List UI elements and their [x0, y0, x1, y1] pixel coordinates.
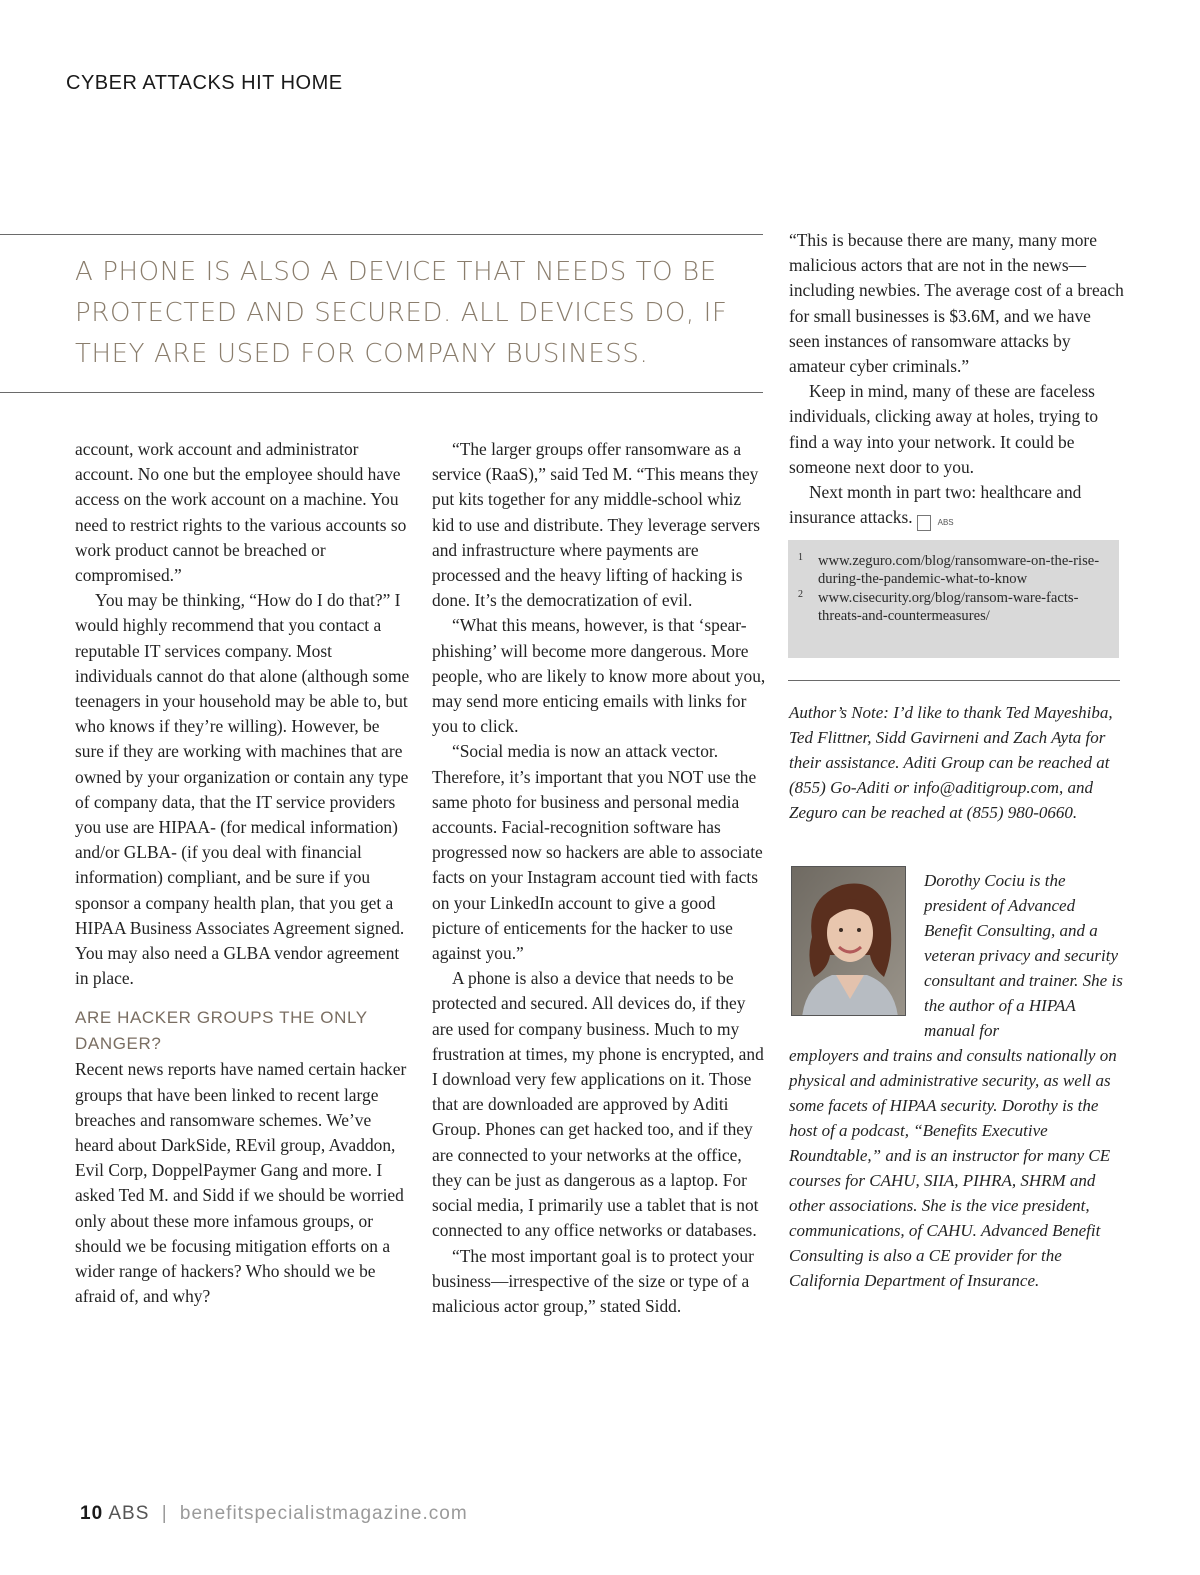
article-column-3 — [789, 228, 1124, 531]
footnote — [798, 589, 1105, 626]
footnotes-box — [788, 540, 1119, 658]
end-mark-icon: ABS — [917, 515, 931, 531]
paragraph: “What this means, however, is that ‘spear-phishing’ will become more dangerous. More people, who are likely to know more about you, may send more enticing emails with links for you to click. — [432, 615, 766, 737]
paragraph: You may be thinking, “How do I do that?” I would highly recommend that you contact a reputable IT services company. Most individuals cannot do that alone (although some teenagers in your household may be able to, but who knows if they’re willing). However, be sure if they are working with machines that are owned by your organization or contain any type of company data, that the IT service providers you use are HIPAA- (for medical information) and/or GLBA- (if you deal with financial information) compliant, and be sure if you sponsor a company health plan, that you get a HIPAA Business Associates Agreement signed. You may also need a GLBA vendor agreement in place. — [75, 590, 410, 989]
pull-quote: A PHONE IS ALSO A DEVICE THAT NEEDS TO BE PROTECTED AND SECURED. ALL DEVICES DO, IF THEY ARE USED FOR COMPANY BUSINESS. — [75, 257, 728, 369]
author-bio-continued: employers and trains and consults nationally on physical and administrative security, as well as some facets of HIPAA security. Dorothy is the host of a podcast, “Benefits Executive Roundtable,” and is an instructor for many CE courses for CAHU, SIIA, PIHRA, SHRM and other associations. She is the vice president, communications, of CAHU. Advanced Benefit Consulting is also a CE provider for the California Department of Insurance. — [789, 1046, 1117, 1290]
page-footer — [80, 1503, 468, 1525]
paragraph: “This is because there are many, many more malicious actors that are not in the news—including newbies. The average cost of a breach for small businesses is $3.6M, and we have seen instances of ransomware attacks by amateur cyber criminals.” — [789, 230, 1124, 377]
paragraph: Recent news reports have named certain hacker groups that have been linked to recent large breaches and ransomware schemes. We’ve heard about DarkSide, REvil group, Avaddon, Evil Corp, DoppelPaymer Gang and more. I asked Ted M. and Sidd if we should be worried only about these more infamous groups, or should we be focusing mitigation efforts on a wider range of hackers? Who should we be afraid of, and why? — [75, 1059, 407, 1307]
paragraph: account, work account and administrator account. No one but the employee should have access on the work account on a machine. You need to restrict rights to the various accounts so work product cannot be breached or compromised.” — [75, 439, 407, 586]
paragraph: “Social media is now an attack vector. Therefore, it’s important that you NOT use the same photo for business and personal media accounts. Facial-recognition software has progressed now so hackers are able to associate facts on your Instagram account tied with facts on your LinkedIn account to give a good picture of enticements for the hacker to use against you.” — [432, 741, 763, 964]
pull-quote-bottom-rule — [0, 392, 763, 393]
footnote-number: 1 — [798, 552, 803, 563]
footnote-link[interactable]: www.cisecurity.org/blog/ransom-ware-facts-threats-and-countermeasures/ — [818, 589, 1079, 625]
authors-note: Author’s Note: I’d like to thank Ted Mayeshiba, Ted Flittner, Sidd Gavirneni and Zach Ayta for their assistance. Aditi Group can be reached at (855) Go-Aditi or info@aditigroup.com, and Zeguro can be reached at (855) 980-0660. — [789, 703, 1113, 822]
paragraph: Keep in mind, many of these are faceless individuals, clicking away at holes, trying to find a way into your network. It could be someone next door to you. — [789, 381, 1099, 477]
authors-note-rule — [788, 680, 1120, 681]
author-photo — [791, 866, 906, 1016]
website-link[interactable]: benefitspecialistmagazine.com — [179, 1503, 468, 1524]
footnote-link[interactable]: www.zeguro.com/blog/ransomware-on-the-rise-during-the-pandemic-what-to-know — [818, 553, 1100, 588]
footnote — [798, 552, 1105, 589]
section-title: CYBER ATTACKS HIT HOME — [66, 72, 343, 94]
subheading: ARE HACKER GROUPS THE ONLY DANGER? — [75, 1008, 368, 1054]
footer-separator: | — [161, 1503, 168, 1524]
closing-text: Next month in part two: healthcare and insurance attacks. — [789, 482, 1082, 528]
author-portrait-icon — [792, 867, 906, 1016]
author-bio: Dorothy Cociu is the president of Advanced Benefit Consulting, and a veteran privacy and security consultant and trainer. She is the author of a HIPAA manual for — [924, 871, 1123, 1040]
article-column-2 — [432, 437, 767, 1319]
paragraph: A phone is also a device that needs to be protected and secured. All devices do, if they are used for company business. Much to my frustration at times, my phone is encrypted, and I download very few applications on it. Those that are downloaded are approved by Aditi Group. Phones can get hacked too, and if they are connected to your networks at the office, they can be just as dangerous as a laptop. For social media, I primarily use a tablet that is not connected to any office networks or databases. — [432, 968, 764, 1241]
paragraph: “The most important goal is to protect your business—irrespective of the size or type of a malicious actor group,” stated Sidd. — [432, 1245, 754, 1316]
paragraph: “The larger groups offer ransomware as a service (RaaS),” said Ted M. “This means they put kits together for any middle-school whiz kid to use and distribute. They leverage servers and infrastructure where payments are processed and the heavy lifting of hacking is done. It’s the democratization of evil. — [432, 439, 761, 611]
magazine-name: ABS — [108, 1503, 150, 1524]
footnote-number: 2 — [798, 588, 803, 600]
pull-quote-top-rule — [0, 234, 763, 235]
paragraph — [789, 480, 1124, 531]
article-column-1 — [75, 437, 410, 1310]
page-number: 10 — [80, 1503, 104, 1524]
